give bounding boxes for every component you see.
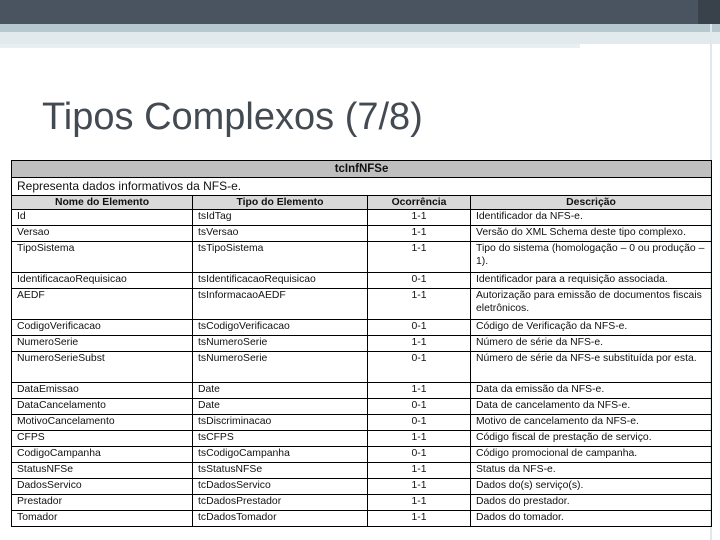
cell-occurrence: 1-1 (368, 383, 471, 399)
cell-occurrence: 1-1 (368, 479, 471, 495)
cell-element-name: Id (12, 210, 193, 226)
cell-element-type: tsIdTag (193, 210, 368, 226)
decor-stripe (0, 24, 720, 32)
cell-element-name: TipoSistema (12, 242, 193, 273)
cell-element-name: Versao (12, 226, 193, 242)
cell-element-name: CodigoCampanha (12, 447, 193, 463)
cell-description: Tipo do sistema (homologação – 0 ou produção – 1). (471, 242, 712, 273)
decor-stripe (0, 32, 720, 44)
cell-occurrence: 1-1 (368, 242, 471, 273)
cell-element-type: tcDadosServico (193, 479, 368, 495)
cell-description: Número de série da NFS-e. (471, 336, 712, 352)
cell-occurrence: 1-1 (368, 289, 471, 320)
cell-occurrence: 1-1 (368, 226, 471, 242)
cell-element-name: Prestador (12, 495, 193, 511)
cell-element-name: StatusNFSe (12, 463, 193, 479)
cell-element-name: DataCancelamento (12, 399, 193, 415)
table-row (12, 320, 712, 336)
cell-element-type: tsIdentificacaoRequisicao (193, 273, 368, 289)
table-row (12, 289, 712, 320)
cell-element-type: Date (193, 383, 368, 399)
cell-element-type: tsCodigoCampanha (193, 447, 368, 463)
table-row (12, 352, 712, 383)
cell-element-type: tcDadosTomador (193, 511, 368, 527)
cell-occurrence: 0-1 (368, 320, 471, 336)
table-row (12, 210, 712, 226)
column-header-type: Tipo do Elemento (193, 196, 368, 210)
table-row (12, 495, 712, 511)
cell-description: Código promocional de campanha. (471, 447, 712, 463)
cell-element-name: NumeroSerie (12, 336, 193, 352)
table-row (12, 399, 712, 415)
cell-description: Motivo de cancelamento da NFS-e. (471, 415, 712, 431)
cell-description: Código de Verificação da NFS-e. (471, 320, 712, 336)
cell-description: Identificador da NFS-e. (471, 210, 712, 226)
cell-element-type: tsVersao (193, 226, 368, 242)
table-row (12, 511, 712, 527)
cell-element-name: CFPS (12, 431, 193, 447)
cell-occurrence: 1-1 (368, 431, 471, 447)
top-bar (0, 0, 720, 24)
cell-element-type: tsTipoSistema (193, 242, 368, 273)
cell-element-name: NumeroSerieSubst (12, 352, 193, 383)
cell-occurrence: 0-1 (368, 273, 471, 289)
cell-element-name: DadosServico (12, 479, 193, 495)
table-title-row (12, 161, 712, 178)
cell-element-type: tcDadosPrestador (193, 495, 368, 511)
cell-occurrence: 0-1 (368, 447, 471, 463)
cell-occurrence: 0-1 (368, 352, 471, 383)
cell-occurrence: 1-1 (368, 495, 471, 511)
cell-description: Dados do tomador. (471, 511, 712, 527)
cell-description: Identificador para a requisição associada. (471, 273, 712, 289)
cell-element-name: IdentificacaoRequisicao (12, 273, 193, 289)
cell-element-type: Date (193, 399, 368, 415)
table-description-row (12, 178, 712, 196)
cell-occurrence: 1-1 (368, 210, 471, 226)
cell-occurrence: 1-1 (368, 336, 471, 352)
table-row (12, 431, 712, 447)
cell-element-type: tsNumeroSerie (193, 336, 368, 352)
table-row (12, 336, 712, 352)
cell-occurrence: 0-1 (368, 399, 471, 415)
column-header-row (12, 196, 712, 210)
table-row (12, 273, 712, 289)
table-title: tcInfNFSe (12, 161, 712, 178)
cell-occurrence: 1-1 (368, 463, 471, 479)
column-header-occurrence: Ocorrência (368, 196, 471, 210)
decor-stripe (0, 44, 580, 48)
cell-description: Dados do(s) serviço(s). (471, 479, 712, 495)
cell-description: Código fiscal de prestação de serviço. (471, 431, 712, 447)
table-row (12, 226, 712, 242)
table-row (12, 447, 712, 463)
elements-table (11, 160, 712, 527)
cell-description: Status da NFS-e. (471, 463, 712, 479)
cell-description: Autorização para emissão de documentos fiscais eletrônicos. (471, 289, 712, 320)
cell-description: Data da emissão da NFS-e. (471, 383, 712, 399)
table-row (12, 479, 712, 495)
table-row (12, 463, 712, 479)
cell-element-type: tsCodigoVerificacao (193, 320, 368, 336)
slide-title: Tipos Complexos (7/8) (42, 96, 423, 138)
cell-element-name: Tomador (12, 511, 193, 527)
cell-element-name: CodigoVerificacao (12, 320, 193, 336)
cell-occurrence: 1-1 (368, 511, 471, 527)
cell-description: Número de série da NFS-e substituída por esta. (471, 352, 712, 383)
table-row (12, 415, 712, 431)
cell-element-type: tsNumeroSerie (193, 352, 368, 383)
cell-element-type: tsInformacaoAEDF (193, 289, 368, 320)
cell-element-type: tsCFPS (193, 431, 368, 447)
cell-occurrence: 0-1 (368, 415, 471, 431)
top-bar-square (698, 0, 720, 24)
cell-element-type: tsDiscriminacao (193, 415, 368, 431)
cell-description: Data de cancelamento da NFS-e. (471, 399, 712, 415)
cell-element-name: DataEmissao (12, 383, 193, 399)
cell-description: Dados do prestador. (471, 495, 712, 511)
column-header-description: Descrição (471, 196, 712, 210)
column-header-name: Nome do Elemento (12, 196, 193, 210)
cell-element-name: MotivoCancelamento (12, 415, 193, 431)
table-description: Representa dados informativos da NFS-e. (12, 178, 712, 196)
cell-element-name: AEDF (12, 289, 193, 320)
cell-description: Versão do XML Schema deste tipo complexo. (471, 226, 712, 242)
cell-element-type: tsStatusNFSe (193, 463, 368, 479)
table-row (12, 383, 712, 399)
table-row (12, 242, 712, 273)
